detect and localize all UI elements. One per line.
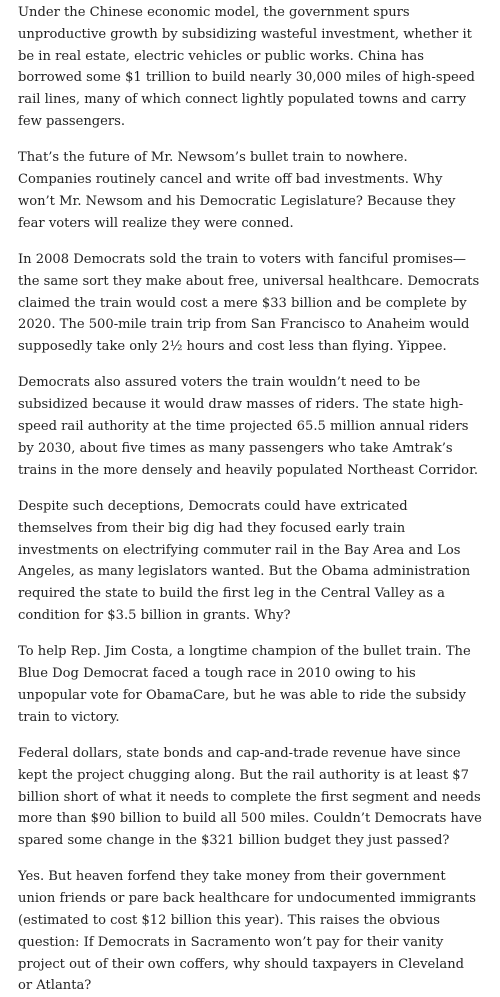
paragraph-deceptions: Despite such deceptions, Democrats could have extricated themselves from their big dig had they focused early train investments on electrifying commuter rail in the Bay Area and Los Angeles, as many legislators wanted. But the Obama administration required the state to build the first leg in the Central Valley as a condition for $3.5 billion in grants. Why? (18, 498, 471, 623)
paragraph-funding-shortfall: Federal dollars, state bonds and cap-and-trade revenue have since kept the project chugging along. But the rail authority is at least $7 billion short of what it needs to complete the first segment and needs more than $90 billion to build all 500 miles. Couldn’t Democrats have spared some change in the $321 billion budget they just passed? (18, 745, 482, 849)
paragraph-chinese-economic-model: Under the Chinese economic model, the government spurs unproductive growth by subsidizing wasteful investment, whether it be in real estate, electric vehicles or public works. China has borrowed some $1 trillion to build nearly 30,000 miles of high-speed rail lines, many of which connect lightly populated towns and carry few passengers. (18, 5, 475, 129)
paragraph-bullet-train-future: That’s the future of Mr. Newsom’s bullet train to nowhere. Companies routinely cancel and write off bad investments. Why won’t Mr. Newsom and his Democratic Legislature? Because they fear voters will realize they were conned. (18, 150, 456, 231)
paragraph-2008-promises: In 2008 Democrats sold the train to voters with fanciful promises—the same sort they make about free, universal healthcare. Democrats claimed the train would cost a mere $33 billion and be complete by 2020. The 500-mile train trip from San Francisco to Anaheim would supposedly take only 2½ hours and cost less than flying. Yippee. (18, 251, 480, 355)
paragraph-jim-costa: To help Rep. Jim Costa, a longtime champion of the bullet train. The Blue Dog Democrat faced a tough race in 2010 owing to his unpopular vote for ObamaCare, but he was able to ride the subsidy train to victory. (18, 644, 471, 725)
paragraph-ridership-projections: Democrats also assured voters the train wouldn’t need to be subsidized because it would draw masses of riders. The state high-speed rail authority at the time projected 65.5 million annual riders by 2030, about five times as many passengers who take Amtrak’s trains in the more densely and heavily populated Northeast Corridor. (18, 375, 479, 478)
paragraph-taxpayers-question: Yes. But heaven forfend they take money from their government union friends or pare back healthcare for undocumented immigrants (estimated to cost $12 billion this year). This raises the obvious question: If Democrats in Sacramento won’t pay for their vanity project out of their own coffers, why should taxpayers in Cleveland or Atlanta? (18, 869, 476, 994)
